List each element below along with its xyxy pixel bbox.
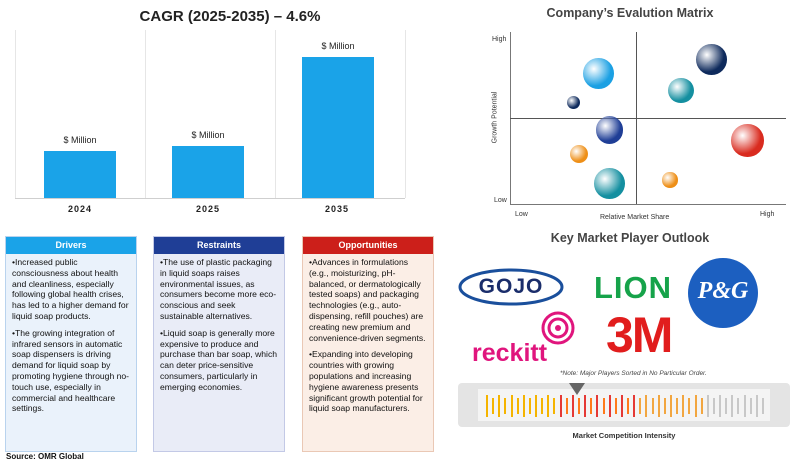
gauge-tick xyxy=(553,398,555,414)
gauge-tick xyxy=(529,398,531,414)
y-axis-title: Growth Potential xyxy=(491,91,499,144)
x-high-label: High xyxy=(760,211,775,218)
gauge-tick xyxy=(547,395,549,417)
gauge-tick xyxy=(560,395,562,417)
opportunities-header: Opportunities xyxy=(303,237,433,254)
gauge-tick xyxy=(725,398,727,414)
x-tick-label: 2024 xyxy=(67,204,93,214)
restraints-panel xyxy=(153,236,285,452)
gauge-tick xyxy=(731,395,733,417)
restraints-item: •The use of plastic packaging in liquid soaps raises environmental issues, as consumers become more eco-conscious and seek sustainable alternatives. xyxy=(160,257,277,321)
chart-baseline xyxy=(15,198,405,199)
matrix-x-axis xyxy=(510,204,786,205)
gauge-tick xyxy=(750,398,752,414)
gauge-tick xyxy=(670,395,672,417)
gauge-tick xyxy=(682,395,684,417)
gauge-tick xyxy=(737,398,739,414)
y-high-label: High xyxy=(492,36,507,43)
company-bubble xyxy=(567,96,581,110)
gauge-tick xyxy=(498,395,500,417)
lion-logo: LION xyxy=(594,270,673,305)
chart-gridline xyxy=(275,30,276,198)
chart-gridline xyxy=(145,30,146,198)
restraints-item: •Liquid soap is generally more expensive to produce and purchase than bar soap, which can deter price-sensitive consumers, particularly in emerging economies. xyxy=(160,327,278,392)
gauge-tick xyxy=(762,398,764,414)
gojo-logo xyxy=(458,266,564,308)
gauge-tick xyxy=(615,398,617,414)
competition-intensity-gauge xyxy=(458,383,790,427)
gauge-tick xyxy=(566,398,568,414)
gauge-tick xyxy=(652,398,654,414)
gauge-tick xyxy=(578,398,580,414)
pg-logo xyxy=(688,258,758,328)
gauge-tick xyxy=(719,395,721,417)
x-tick-label: 2025 xyxy=(195,204,221,214)
gauge-tick xyxy=(688,398,690,414)
opportunities-item: •Expanding into developing countries with growing populations and increasing hygiene awareness presents significant growth potential for liquid soap manufacturers. xyxy=(309,349,423,414)
gauge-tick xyxy=(756,395,758,417)
bar-2035 xyxy=(302,57,374,198)
gauge-marker-icon xyxy=(569,383,585,395)
drivers-item: •Increased public consciousness about health and cleanliness, especially following global health crises, has led to a higher demand for liquid soap products. xyxy=(12,257,129,321)
gauge-tick xyxy=(492,398,494,414)
gauge-tick xyxy=(541,398,543,414)
reckitt-logo-text: reckitt xyxy=(472,339,548,367)
company-bubble xyxy=(696,44,727,75)
cagr-chart xyxy=(0,0,420,230)
bubble-layer xyxy=(510,32,786,204)
gauge-tick xyxy=(504,398,506,414)
x-axis-title: Relative Market Share xyxy=(600,214,670,221)
intensity-label: Market Competition Intensity xyxy=(572,431,676,440)
3m-logo: 3M xyxy=(606,307,672,363)
chart-gridline xyxy=(15,30,16,198)
gauge-tick xyxy=(645,395,647,417)
gauge-tick xyxy=(633,395,635,417)
gauge-tick xyxy=(713,398,715,414)
bar-data-label: $ Million xyxy=(63,134,97,145)
gauge-tick xyxy=(486,395,488,417)
matrix-title: Company’s Evalution Matrix xyxy=(546,6,714,20)
gauge-tick xyxy=(572,395,574,417)
gauge-tick xyxy=(535,395,537,417)
opportunities-panel xyxy=(302,236,434,452)
gauge-tick xyxy=(603,398,605,414)
drivers-header: Drivers xyxy=(6,237,136,254)
gauge-tick xyxy=(511,395,513,417)
bar-data-label: $ Million xyxy=(191,130,225,141)
drivers-item: •The growing integration of infrared sensors in automatic soap dispensers is driving demand for liquid soap by promoting hygiene through no-touch use, especially in commercial and healthcare settings. xyxy=(12,327,130,414)
y-low-label: Low xyxy=(494,197,507,204)
gauge-tick xyxy=(658,395,660,417)
opportunities-item: •Advances in formulations (e.g., moisturizing, pH-balanced, or dermatologically tested soaps) and packaging technologies (e.g., auto-dispensing, refill pouches) are creating new premium and convenience-driven segments. xyxy=(309,257,426,343)
company-bubble xyxy=(570,145,589,164)
gojo-logo-text: GOJO xyxy=(478,275,544,298)
company-bubble xyxy=(662,172,677,187)
gauge-tick xyxy=(590,398,592,414)
gauge-tick xyxy=(523,395,525,417)
company-bubble xyxy=(596,116,623,143)
bar-data-label: $ Million xyxy=(321,40,355,51)
company-bubble xyxy=(583,58,614,89)
gauge-tick xyxy=(627,398,629,414)
gauge-tick xyxy=(695,395,697,417)
gauge-ticks xyxy=(486,395,762,417)
restraints-header: Restraints xyxy=(154,237,284,254)
drivers-panel xyxy=(5,236,137,452)
gauge-tick xyxy=(517,398,519,414)
x-tick-label: 2035 xyxy=(324,204,350,214)
company-bubble xyxy=(668,78,694,104)
gauge-tick xyxy=(609,395,611,417)
company-bubble xyxy=(594,168,625,199)
x-low-label: Low xyxy=(515,211,528,218)
gauge-tick xyxy=(707,395,709,417)
evaluation-matrix xyxy=(478,24,790,224)
gauge-tick xyxy=(639,398,641,414)
cagr-chart-title: CAGR (2025-2035) – 4.6% xyxy=(139,8,321,25)
bar-2025 xyxy=(172,146,244,198)
gauge-tick xyxy=(584,395,586,417)
gauge-tick xyxy=(701,398,703,414)
pg-logo-text: P&G xyxy=(697,278,749,304)
players-note: *Note: Major Players Sorted in No Particular Order. xyxy=(560,370,707,377)
gauge-tick xyxy=(744,395,746,417)
gauge-tick xyxy=(621,395,623,417)
bar-2024 xyxy=(44,151,116,198)
company-bubble xyxy=(731,124,763,156)
source-text: Source: OMR Global xyxy=(6,452,84,461)
gauge-tick xyxy=(664,398,666,414)
players-title: Key Market Player Outlook xyxy=(550,231,710,245)
gauge-tick xyxy=(676,398,678,414)
reckitt-logo xyxy=(470,311,580,369)
gauge-tick xyxy=(596,395,598,417)
chart-gridline xyxy=(405,30,406,198)
